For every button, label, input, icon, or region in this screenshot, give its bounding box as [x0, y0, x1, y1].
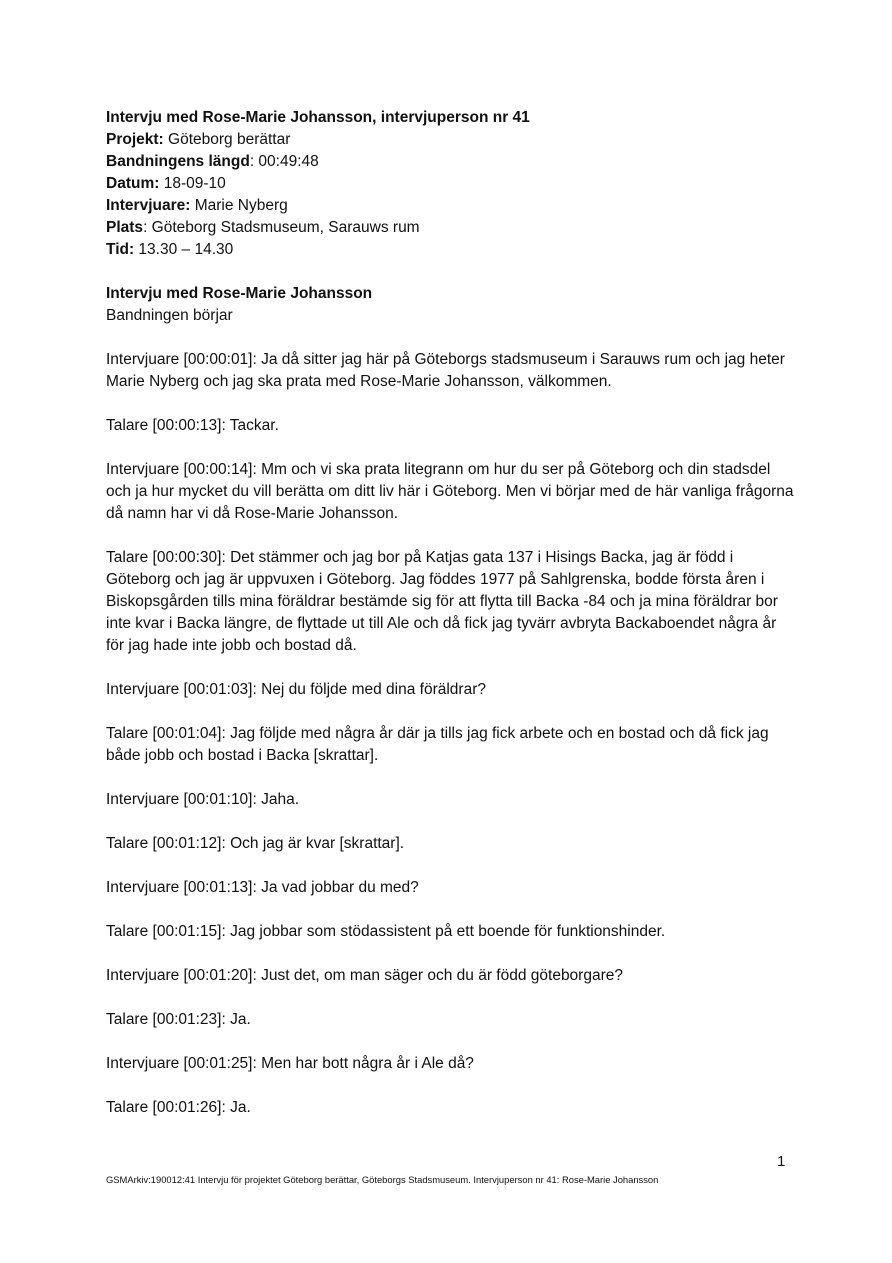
- transcript-entry: Intervjuare [00:01:13]: Ja vad jobbar du med?: [106, 879, 419, 896]
- page-footer: GSMArkiv:190012:41 Intervju för projektet Göteborg berättar, Göteborgs Stadsmuseum. Intervjuperson nr 41: Rose-Marie Johansson: [106, 1174, 659, 1185]
- transcript-entry: Intervjuare [00:00:14]: Mm och vi ska prata litegrann om hur du ser på Göteborg och din stadsdel och ja hur mycket du vill berätta om ditt liv här i Göteborg. Men vi börjar med de här vanliga frågorna då namn har vi då Rose-Marie Johansson.: [106, 461, 794, 522]
- meta-value: 13.30 – 14.30: [134, 241, 234, 258]
- transcript-entry: Talare [00:00:30]: Det stämmer och jag bor på Katjas gata 137 i Hisings Backa, jag är född i Göteborg och jag är uppvuxen i Göteborg. Jag föddes 1977 på Sahlgrenska, bodde första åren i Biskopsgården tills mina föräldrar bestämde sig för att flytta till Backa -84 och ja mina föräldrar bor inte kvar i Backa längre, de flyttade ut till Ale och då fick jag tyvärr avbryta Backaboendet några år för jag hade inte jobb och bostad då.: [106, 549, 778, 654]
- meta-value: : Göteborg Stadsmuseum, Sarauws rum: [143, 219, 420, 236]
- meta-label: Bandningens längd: [106, 153, 250, 170]
- meta-value: Marie Nyberg: [190, 197, 288, 214]
- transcript-entry: Intervjuare [00:01:25]: Men har bott några år i Ale då?: [106, 1055, 474, 1072]
- meta-interviewer: [106, 195, 796, 217]
- transcript-entry: Talare [00:01:23]: Ja.: [106, 1011, 251, 1028]
- meta-value: 18-09-10: [159, 175, 226, 192]
- transcript-entry: Intervjuare [00:00:01]: Ja då sitter jag här på Göteborgs stadsmuseum i Sarauws rum och jag heter Marie Nyberg och jag ska prata med Rose-Marie Johansson, välkommen.: [106, 351, 785, 390]
- meta-label: Tid:: [106, 241, 135, 258]
- meta-place: [106, 217, 796, 239]
- transcript-entry: Intervjuare [00:01:10]: Jaha.: [106, 791, 300, 808]
- page-number: 1: [777, 1153, 786, 1170]
- meta-value: Göteborg berättar: [163, 131, 291, 148]
- interview-metadata: [106, 107, 796, 261]
- meta-time: [106, 239, 796, 261]
- transcript-entry: Talare [00:01:26]: Ja.: [106, 1099, 251, 1116]
- transcript: [106, 349, 796, 1119]
- document-title: Intervju med Rose-Marie Johansson, intervjuperson nr 41: [106, 109, 530, 126]
- meta-label: Intervjuare:: [106, 197, 191, 214]
- meta-date: [106, 173, 796, 195]
- meta-recording-length: [106, 151, 796, 173]
- transcript-entry: Talare [00:01:12]: Och jag är kvar [skrattar].: [106, 835, 405, 852]
- interview-section: [106, 283, 796, 327]
- meta-label: Plats: [106, 219, 144, 236]
- section-subheading: Bandningen börjar: [106, 307, 233, 324]
- meta-value: : 00:49:48: [249, 153, 319, 170]
- transcript-entry: Intervjuare [00:01:03]: Nej du följde med dina föräldrar?: [106, 681, 486, 698]
- meta-project: [106, 129, 796, 151]
- document-body: [106, 107, 796, 1119]
- transcript-entry: Talare [00:00:13]: Tackar.: [106, 417, 279, 434]
- section-heading: Intervju med Rose-Marie Johansson: [106, 285, 373, 302]
- transcript-entry: Talare [00:01:15]: Jag jobbar som stödassistent på ett boende för funktionshinder.: [106, 923, 666, 940]
- transcript-entry: Intervjuare [00:01:20]: Just det, om man säger och du är född göteborgare?: [106, 967, 623, 984]
- meta-label: Projekt:: [106, 131, 164, 148]
- transcript-entry: Talare [00:01:04]: Jag följde med några år där ja tills jag fick arbete och en bostad och då fick jag både jobb och bostad i Backa [skrattar].: [106, 725, 769, 764]
- meta-label: Datum:: [106, 175, 160, 192]
